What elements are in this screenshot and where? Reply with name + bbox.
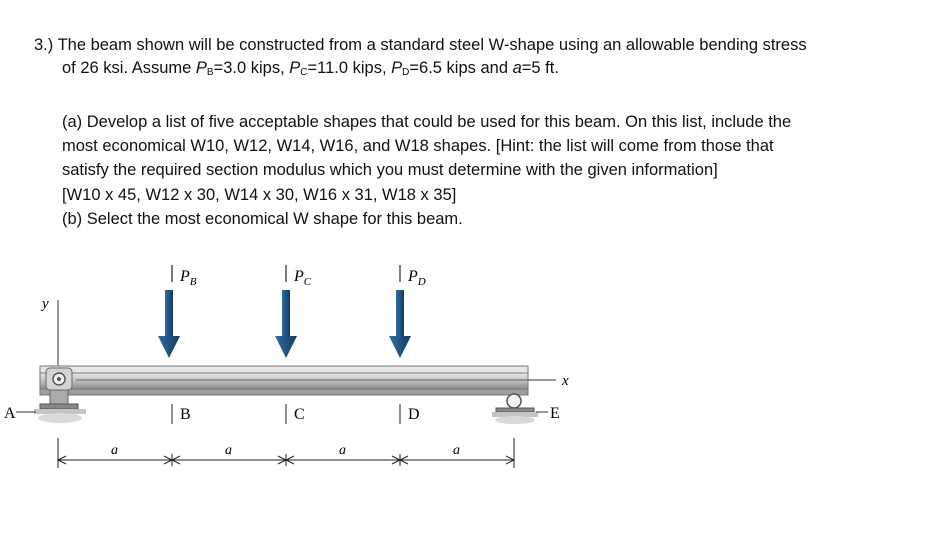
pd-value: =6.5 kips and [409, 59, 513, 77]
pc-value: =11.0 kips, [307, 59, 392, 77]
pc-symbol: P [289, 59, 301, 77]
pb-value: =3.0 kips, [213, 59, 290, 77]
a-value: =5 ft. [521, 59, 559, 77]
load-arrow-c [275, 290, 297, 358]
part-a-line-1: (a) Develop a list of five acceptable shapes that could be used for this beam. On this list, include the [62, 113, 792, 131]
load-b-label: $P_B$ [180, 268, 197, 288]
dimension-label-1: a [111, 443, 118, 458]
pb-subscript: B [206, 67, 214, 78]
point-d-label: D [408, 406, 420, 423]
load-arrow-b [158, 290, 180, 358]
load-c-label: $P_C$ [294, 268, 312, 288]
problem-text-1: The beam shown will be constructed from a standard steel W-shape using an allowable bending stress [57, 36, 807, 54]
beam [40, 366, 528, 395]
pb-symbol: P [195, 59, 207, 77]
problem-number: 3.) [34, 36, 54, 54]
point-b-label: B [180, 406, 191, 423]
point-e-label: E [550, 405, 560, 422]
problem-text-2: of 26 ksi. Assume [62, 59, 196, 77]
dimension-label-2: a [225, 443, 232, 458]
load-d-label: $P_D$ [408, 268, 426, 288]
part-a-answer: [W10 x 45, W12 x 30, W14 x 30, W16 x 31, W18 x 35] [62, 186, 457, 204]
x-axis-label: x [562, 373, 569, 389]
pc-subscript: C [300, 67, 308, 78]
dimension-line [58, 438, 514, 468]
a-symbol: a [512, 59, 522, 77]
dimension-label-4: a [453, 443, 460, 458]
point-a-label: A [4, 405, 16, 422]
dimension-label-3: a [339, 443, 346, 458]
part-a-line-2: most economical W10, W12, W14, W16, and W18 shapes. [Hint: the list will come from those that [62, 137, 774, 155]
point-c-label: C [294, 406, 305, 423]
part-b-line-1: (b) Select the most economical W shape for this beam. [62, 210, 463, 228]
part-a-line-3: satisfy the required section modulus which you must determine with the given information] [62, 161, 718, 179]
y-axis-label: y [42, 296, 49, 312]
load-arrow-d [389, 290, 411, 358]
roller-support-e [492, 394, 538, 424]
pd-symbol: P [391, 59, 403, 77]
pd-subscript: D [402, 67, 410, 78]
